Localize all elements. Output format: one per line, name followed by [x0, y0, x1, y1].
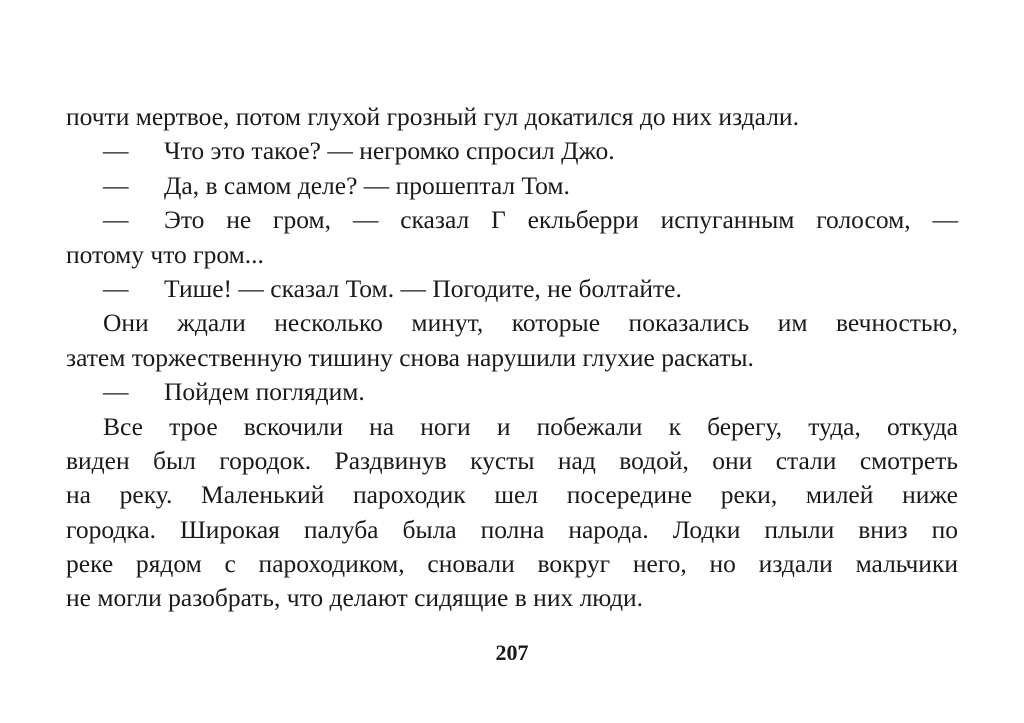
dialogue-dash: — [103, 136, 129, 166]
dialogue-line [66, 203, 958, 237]
dialogue-line [66, 134, 958, 168]
text-line: городка. Широкая палуба была полна народа. Лодки плыли вниз по [66, 514, 958, 544]
dialogue-dash: — [103, 377, 129, 407]
dialogue-line [66, 272, 958, 306]
page-number: 207 [495, 640, 529, 665]
dialogue-dash: — [103, 170, 129, 200]
dialogue-dash: — [103, 205, 129, 235]
dialogue-dash: — [103, 273, 129, 303]
text-line: виден был городок. Раздвинув кусты над водой, они стали смотреть [66, 445, 958, 475]
book-page-text [66, 100, 958, 616]
paragraph-first-line: Они ждали несколько минут, которые показались им вечностью, [103, 308, 958, 338]
text-line: почти мертвое, потом глухой грозный гул докатился до них издали. [66, 102, 799, 131]
text-line: потому что гром... [66, 239, 264, 269]
dialogue-text: Что это такое? — негромко спросил Джо. [164, 136, 615, 166]
text-line: не могли разобрать, что делают сидящие в них люди. [66, 583, 644, 613]
dialogue-text: Это не гром, — сказал Г екльберри испуганным голосом, — [164, 205, 958, 235]
text-line: на реку. Маленький пароходик шел посередине реки, милей ниже [66, 480, 958, 510]
dialogue-text: Да, в самом деле? — прошептал Том. [164, 170, 570, 200]
dialogue-line [66, 169, 958, 203]
text-line: реке рядом с пароходиком, сновали вокруг него, но издали мальчики [66, 549, 958, 579]
paragraph-first-line: Все трое вскочили на ноги и побежали к берегу, туда, откуда [103, 411, 958, 441]
dialogue-line [66, 375, 958, 409]
dialogue-text: Тише! — сказал Том. — Погодите, не болтайте. [164, 273, 682, 303]
dialogue-text: Пойдем поглядим. [164, 377, 365, 407]
text-line: затем торжественную тишину снова нарушили глухие раскаты. [66, 342, 754, 372]
